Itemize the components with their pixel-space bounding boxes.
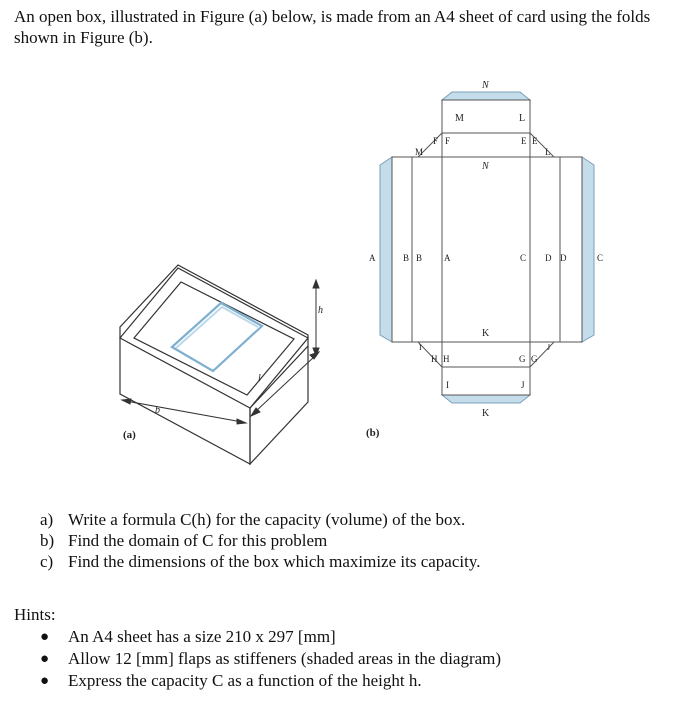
intro-paragraph: An open box, illustrated in Figure (a) below, is made from an A4 sheet of card using the folds shown in Figure (b). <box>14 7 651 47</box>
svg-text:G: G <box>531 354 538 364</box>
list-item: b) Find the domain of C for this problem <box>40 531 328 550</box>
list-item: ● An A4 sheet has a size 210 x 297 [mm] <box>40 627 336 646</box>
svg-text:A: A <box>444 253 451 263</box>
svg-text:M: M <box>415 147 424 157</box>
flap-top <box>442 92 530 100</box>
svg-text:B: B <box>416 253 423 263</box>
svg-text:J: J <box>547 343 551 352</box>
svg-text:D: D <box>545 253 552 263</box>
hints-title: Hints: <box>14 605 56 624</box>
list-item: ● Express the capacity C as a function of the height h. <box>40 671 422 690</box>
svg-text:E: E <box>532 136 538 146</box>
flap-bottom <box>442 395 530 403</box>
svg-text:B: B <box>403 253 410 263</box>
flap-left <box>380 157 392 342</box>
svg-text:D: D <box>560 253 567 263</box>
svg-text:K: K <box>482 328 490 339</box>
list-item: ● Allow 12 [mm] flaps as stiffeners (shaded areas in the diagram) <box>40 649 502 668</box>
svg-text:L: L <box>545 147 551 157</box>
svg-text:K: K <box>482 408 490 419</box>
svg-text:F: F <box>433 136 439 146</box>
net-labels <box>369 80 603 419</box>
svg-text:I: I <box>419 343 422 352</box>
svg-text:I: I <box>446 380 449 390</box>
flap-right <box>582 157 594 342</box>
svg-text:N: N <box>482 161 489 172</box>
svg-text:H: H <box>431 354 438 364</box>
caption-a: (a) <box>123 429 136 441</box>
list-item: c) Find the dimensions of the box which maximize its capacity. <box>40 552 481 571</box>
svg-text:A: A <box>369 253 376 263</box>
dimension-h <box>313 280 319 356</box>
label-l: l <box>258 373 261 384</box>
svg-text:C: C <box>520 253 527 263</box>
svg-text:H: H <box>443 354 450 364</box>
hints-list <box>40 626 501 692</box>
svg-text:G: G <box>519 354 526 364</box>
svg-text:F: F <box>445 136 451 146</box>
svg-text:L: L <box>519 113 526 124</box>
net-figure-b <box>380 92 594 403</box>
question-list <box>40 509 480 572</box>
caption-b: (b) <box>366 427 380 439</box>
svg-text:C: C <box>597 253 604 263</box>
svg-text:N: N <box>482 80 489 91</box>
list-item: a) Write a formula C(h) for the capacity (volume) of the box. <box>40 510 466 529</box>
svg-text:E: E <box>521 136 527 146</box>
box-figure-a <box>120 265 308 464</box>
label-b: b <box>155 405 160 416</box>
label-h: h <box>318 305 323 316</box>
svg-text:M: M <box>455 113 464 124</box>
svg-text:J: J <box>521 380 525 390</box>
